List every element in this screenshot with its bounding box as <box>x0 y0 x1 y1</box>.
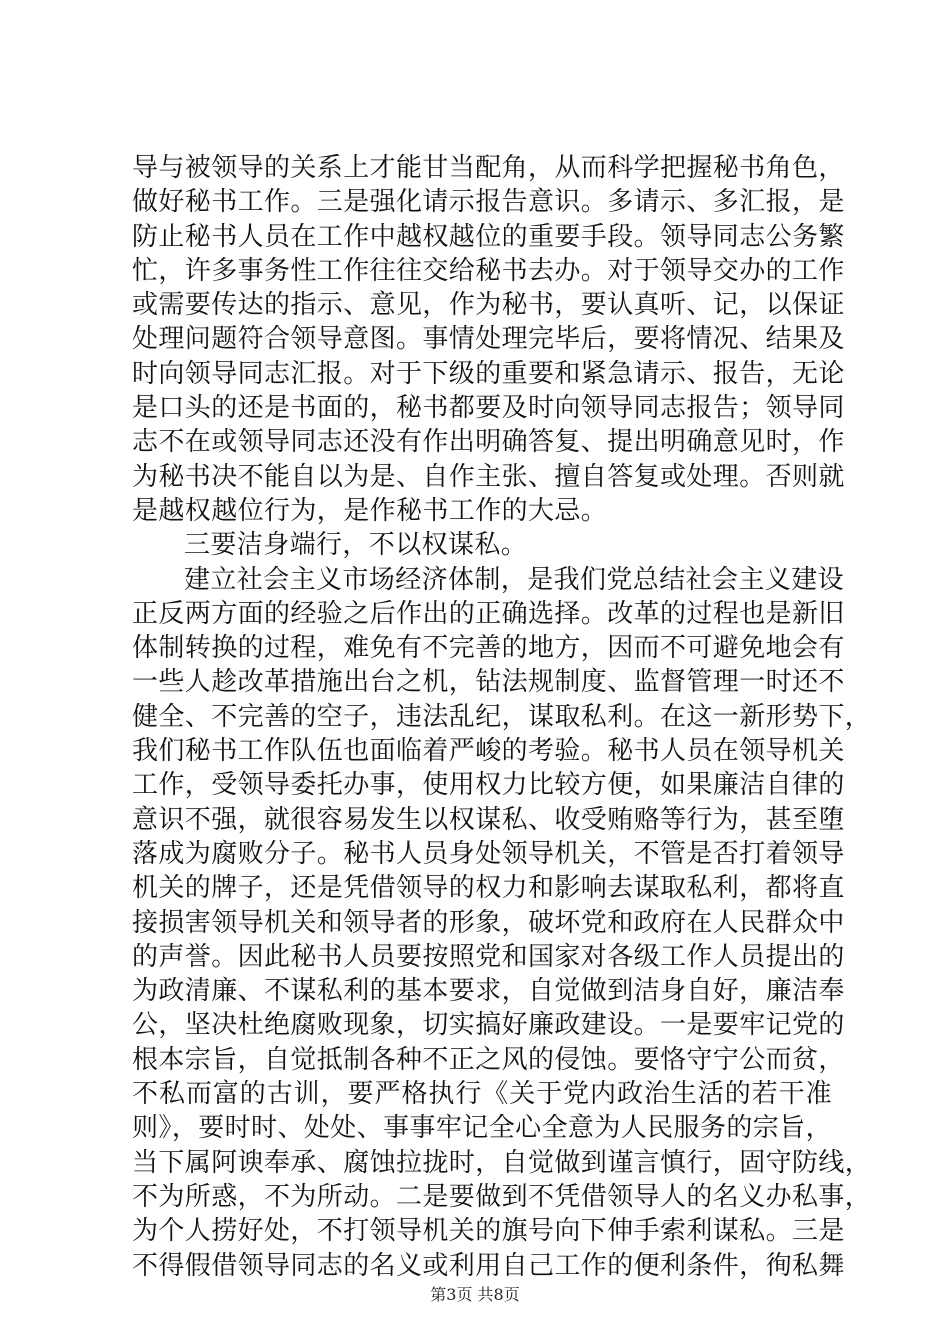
page-number-label: 第3页 共8页 <box>430 1285 520 1304</box>
text-line: 落成为腐败分子。秘书人员身处领导机关，不管是否打着领导 <box>132 838 845 869</box>
text-line: 是越权越位行为，是作秘书工作的大忌。 <box>132 495 608 526</box>
text-line: 忙，许多事务性工作往往交给秘书去办。对于领导交办的工作 <box>132 255 845 286</box>
text-line: 一些人趁改革措施出台之机，钻法规制度、监督管理一时还不 <box>132 667 845 698</box>
text-line: 不私而富的古训，要严格执行《关于党内政治生活的若干准 <box>132 1079 832 1110</box>
text-line: 或需要传达的指示、意见，作为秘书，要认真听、记，以保证 <box>132 290 845 321</box>
body-text <box>132 151 872 1283</box>
text-line: 做好秘书工作。三是强化请示报告意识。多请示、多汇报，是 <box>132 187 845 218</box>
text-line: 防止秘书人员在工作中越权越位的重要手段。领导同志公务繁 <box>132 221 845 252</box>
text-line: 当下属阿谀奉承、腐蚀拉拢时，自觉做到谨言慎行，固守防线， <box>132 1147 872 1178</box>
text-line: 不得假借领导同志的名义或利用自己工作的便利条件，徇私舞 <box>132 1250 845 1281</box>
text-line: 是口头的还是书面的，秘书都要及时向领导同志报告；领导同 <box>132 393 845 424</box>
text-line: 建立社会主义市场经济体制，是我们党总结社会主义建设 <box>184 564 845 595</box>
text-line: 为政清廉、不谋私利的基本要求，自觉做到洁身自好，廉洁奉 <box>132 976 845 1007</box>
section-heading: 三要洁身端行，不以权谋私。 <box>184 530 528 561</box>
text-line: 处理问题符合领导意图。事情处理完毕后，要将情况、结果及 <box>132 324 845 355</box>
text-line: 正反两方面的经验之后作出的正确选择。改革的过程也是新旧 <box>132 598 845 629</box>
text-line: 工作，受领导委托办事，使用权力比较方便，如果廉洁自律的 <box>132 770 845 801</box>
text-line: 根本宗旨，自觉抵制各种不正之风的侵蚀。要恪守宁公而贫， <box>132 1044 845 1075</box>
text-line: 接损害领导机关和领导者的形象，破坏党和政府在人民群众中 <box>132 907 845 938</box>
text-line: 时向领导同志汇报。对于下级的重要和紧急请示、报告，无论 <box>132 358 845 389</box>
text-line: 体制转换的过程，难免有不完善的地方，因而不可避免地会有 <box>132 633 845 664</box>
text-line: 则》，要时时、处处、事事牢记全心全意为人民服务的宗旨， <box>132 1113 832 1144</box>
text-line: 不为所惑，不为所动。二是要做到不凭借领导人的名义办私事， <box>132 1181 872 1212</box>
page-footer <box>0 1284 950 1306</box>
text-line: 为个人捞好处，不打领导机关的旗号向下伸手索利谋私。三是 <box>132 1216 845 1247</box>
text-line: 公，坚决杜绝腐败现象，切实搞好廉政建设。一是要牢记党的 <box>132 1010 845 1041</box>
text-line: 志不在或领导同志还没有作出明确答复、提出明确意见时，作 <box>132 427 845 458</box>
text-line: 意识不强，就很容易发生以权谋私、收受贿赂等行为，甚至堕 <box>132 804 845 835</box>
text-line: 为秘书决不能自以为是、自作主张、擅自答复或处理。否则就 <box>132 461 845 492</box>
text-line: 导与被领导的关系上才能甘当配角，从而科学把握秘书角色， <box>132 153 845 183</box>
text-line: 我们秘书工作队伍也面临着严峻的考验。秘书人员在领导机关 <box>132 736 845 767</box>
text-line: 健全、不完善的空子，违法乱纪，谋取私利。在这一新形势下， <box>132 701 872 732</box>
text-line: 的声誉。因此秘书人员要按照党和国家对各级工作人员提出的 <box>132 941 845 972</box>
text-line: 机关的牌子，还是凭借领导的权力和影响去谋取私利，都将直 <box>132 873 845 904</box>
